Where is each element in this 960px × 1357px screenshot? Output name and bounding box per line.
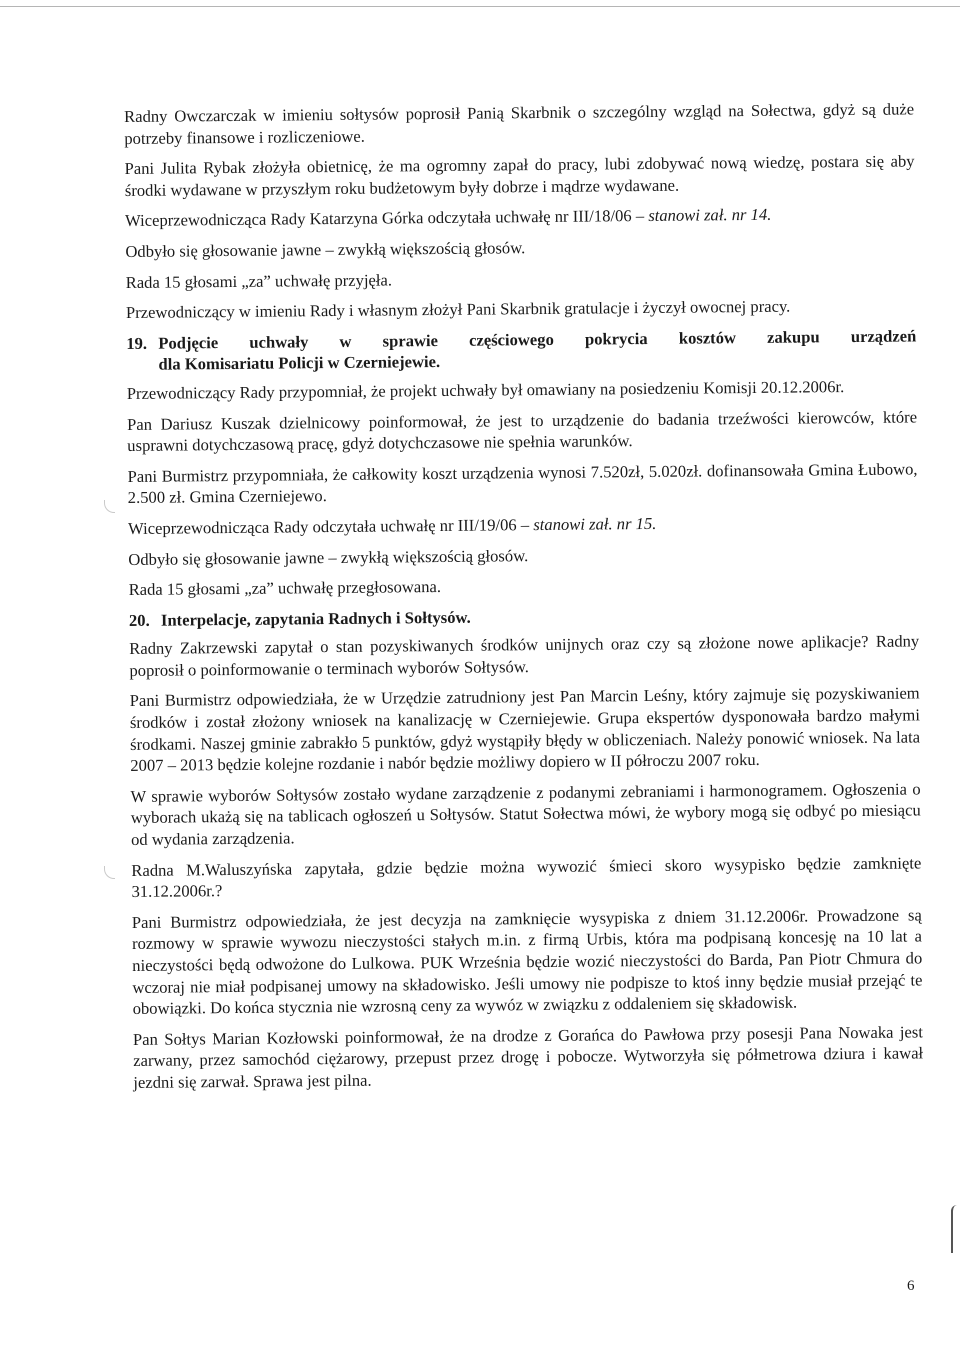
section-title: Interpelacje, zapytania Radnych i Sołtysów. xyxy=(160,607,471,630)
binding-hole-mark xyxy=(104,500,115,513)
section-title: Podjęcie uchwały w sprawie częściowego pokrycia kosztów zakupu urządzeń xyxy=(158,326,917,353)
paragraph xyxy=(128,510,918,539)
paragraph: Rada 15 głosami „za” uchwałę przyjęła. xyxy=(125,269,393,292)
paragraph-text: Wiceprzewodnicząca Rady Katarzyna Górka odczytała uchwałę nr III/18/06 – xyxy=(125,206,645,231)
paragraph xyxy=(125,203,915,232)
section-number: 19. xyxy=(126,333,148,353)
paragraph: Odbyło się głosowanie jawne – zwykłą większością głosów. xyxy=(128,545,529,569)
paragraph: Radny Zakrzewski zapytał o stan pozyskiwanych środków unijnych oraz czy są złożone nowe aplikacje? Radny poprosił o poinformowanie o terminach wyborów Sołtysów. xyxy=(129,631,920,680)
paragraph: Odbyło się głosowanie jawne – zwykłą większością głosów. xyxy=(125,238,526,261)
page-number: 6 xyxy=(907,1278,915,1294)
binding-hole-mark xyxy=(104,866,115,879)
attachment-reference: stanowi zał. nr 15. xyxy=(533,513,657,534)
paragraph: Pani Julita Rybak złożyła obietnicę, że ma ogromny zapał do pracy, lubi zdobywać nową wiedzę, postara się aby środki wydawane w przyszłym roku budżetowym były dobrze i mądrze wydawane. xyxy=(124,151,915,200)
paragraph: Pani Burmistrz odpowiedziała, że jest decyzja na zamknięcie wysypiska z dniem 31.12.2006r. Prowadzone są rozmowy w sprawie wywozu nieczystości stałych m.in. z firmą Urbis, która ma podpisaną koncesję na 10 lat a nieczystości będą odwożone do Lulkowa. PUK Września będzie wozić nieczystości do Barda, Pan Piotr Chmura do wczoraj nie miał podpisanej umowy na składowisko. Jeśli umowy nie podpisze to ktoś inny będzie musiał przejąć te obowiązki. Do końca stycznia nie wzrosną ceny za wywóz w związku z oddaleniem się składowisk. xyxy=(131,905,923,1019)
paragraph: Pani Burmistrz przypomniała, że całkowity koszt urządzenia wynosi 7.520zł, 5.020zł. dofinansowała Gmina Łubowo, 2.500 zł. Gmina Czerniejewo. xyxy=(127,459,918,508)
paragraph: Pani Burmistrz odpowiedziała, że w Urzędzie zatrudniony jest Pan Marcin Leśny, który zajmuje się pozyskiwaniem środków i został złożony wniosek na kanalizację w Czerniejewie. Grupa ekspertów dysponowała bardzo małymi środkami. Naszej gminie zabrakło 5 punktów, gdyż wystąpiły błędy w obliczeniach. Należy ponowić wniosek. Na lata 2007 – 2013 będzie kolejne rozdanie i nabór będzie możliwy dopiero w II półroczu 2007 roku. xyxy=(129,683,921,776)
paragraph: Radny Owczarczak w imieniu sołtysów poprosił Panią Skarbnik o szczególny wzgląd na Sołectwa, gdyż są duże potrzeby finansowe i rozliczeniowe. xyxy=(124,99,915,148)
section-number: 20. xyxy=(128,610,150,630)
attachment-reference: stanowi zał. nr 14. xyxy=(648,205,772,226)
document-body xyxy=(124,98,924,1102)
section-title-continued: dla Komisariatu Policji w Czerniejewie. xyxy=(158,352,441,375)
paragraph: Pan Dariusz Kuszak dzielnicowy poinformował, że jest to urządzenie do badania trzeźwości kierowców, które usprawni dotychczasową pracę, gdyż dotychczasowe nie spełnia warunków. xyxy=(126,406,918,456)
section-heading-20 xyxy=(129,602,919,631)
paragraph-text: Wiceprzewodnicząca Rady odczytała uchwałę nr III/19/06 – xyxy=(127,515,530,538)
paragraph: Przewodniczący Rady przypomniał, że projekt uchwały był omawiany na posiedzeniu Komisji 20.12.2006r. xyxy=(126,377,845,403)
paragraph: Przewodniczący w imieniu Rady i własnym złożył Pani Skarbnik gratulacje i życzył owocnej pracy. xyxy=(125,296,791,323)
margin-pen-stroke xyxy=(951,1205,959,1253)
paragraph: Rada 15 głosami „za” uchwałę przegłosowana. xyxy=(128,577,442,600)
paragraph: Pan Sołtys Marian Kozłowski poinformował, że na drodze z Gorańca do Pawłowa przy posesji Pana Nowaka jest zarwany, przez samochód ciężarowy, przepust przez drogę i pobocze. Wytworzyła się półmetrowa dziura i kawał jezdni się zarwał. Sprawa jest pilna. xyxy=(132,1022,924,1092)
top-scan-edge xyxy=(0,6,960,7)
paragraph: W sprawie wyborów Sołtysów zostało wydane zarządzenie z podanymi zebraniami i harmonogramem. Ogłoszenia o wyborach ukażą się na tablicach ogłoszeń u Sołtysów. Statut Sołectwa mówi, że wybory mogą się odbyć po miesiącu od wydania zarządzenia. xyxy=(130,779,921,849)
section-heading-19 xyxy=(126,325,916,376)
paragraph: Radna M.Waluszyńska zapytała, gdzie będzie można wywozić śmieci skoro wysypisko będzie zamknięte 31.12.2006r.? xyxy=(131,853,922,902)
